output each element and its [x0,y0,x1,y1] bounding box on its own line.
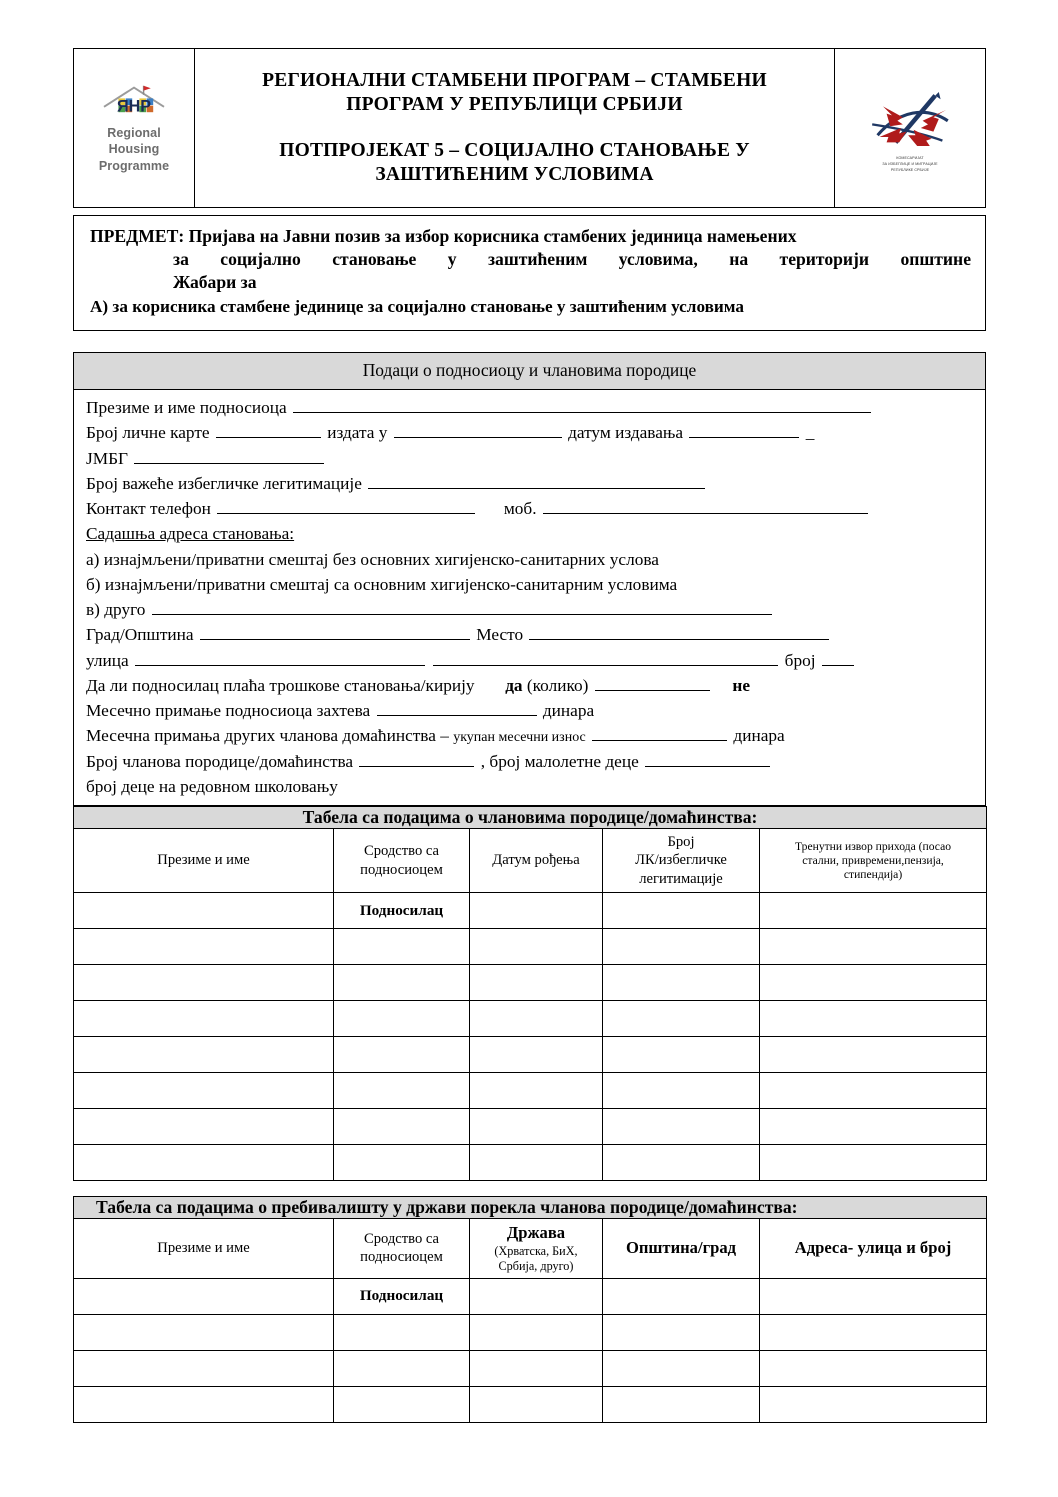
family-cell-birth-date-1[interactable] [470,893,603,929]
input-id-number[interactable] [216,422,321,438]
family-cell-surname-name-3[interactable] [74,965,334,1001]
label-monthly-income-others: Месечна примања других чланова домаћинства – [86,726,449,746]
family-cell-birth-date-2[interactable] [470,929,603,965]
origin-cell-relation-4[interactable] [334,1386,470,1422]
origin-cell-municipality-1[interactable] [603,1278,760,1314]
family-cell-birth-date-8[interactable] [470,1145,603,1181]
family-cell-relation-2[interactable] [334,929,470,965]
input-refugee-id[interactable] [368,473,705,489]
family-cell-surname-name-2[interactable] [74,929,334,965]
table-row [74,1314,987,1350]
commissariat-caption-line-1: КОМЕСАРИЈАТ [896,155,924,160]
origin-col-surname-name: Презиме и име [74,1219,334,1279]
label-housing-option-b: б) изнајмљени/приватни смештај са основним хигијенско-санитарним условима [86,574,678,594]
table-row [74,965,987,1001]
origin-residence-table [73,1196,987,1423]
origin-table-title: Табела са подацима о пребивалишту у држави порекла чланова породице/домаћинства: [74,1197,987,1219]
label-house-number: број [784,650,816,670]
family-cell-birth-date-3[interactable] [470,965,603,1001]
field-row-surname-name [86,395,975,420]
family-cell-income-7[interactable] [760,1109,987,1145]
rhp-logo-line-1: Regional [107,125,161,140]
label-housing-option-a: а) изнајмљени/приватни смештај без основних хигијенско-санитарних услова [86,549,659,569]
family-col-id-line-1: Број [667,834,695,850]
commissariat-caption-line-3: РЕПУБЛИКЕ СРБИЈЕ [890,168,930,173]
family-cell-id-5[interactable] [603,1037,760,1073]
origin-cell-municipality-2[interactable] [603,1314,760,1350]
input-place[interactable] [529,624,829,640]
field-row-pays-costs [86,673,975,698]
input-housing-option-v[interactable] [152,599,772,615]
family-cell-birth-date-5[interactable] [470,1037,603,1073]
input-surname-name[interactable] [293,397,871,413]
table-row [74,1278,987,1314]
family-cell-surname-name-1[interactable] [74,893,334,929]
table-row [74,1386,987,1422]
family-cell-income-2[interactable] [760,929,987,965]
input-minor-children-count[interactable] [645,751,770,767]
commissariat-emblem-icon [856,83,964,155]
origin-cell-relation-2[interactable] [334,1314,470,1350]
field-row-monthly-income-applicant [86,698,975,723]
family-cell-relation-3[interactable] [334,965,470,1001]
rhp-logo-line-3: Programme [98,158,170,173]
family-cell-surname-name-4[interactable] [74,1001,334,1037]
header-title-cell [195,49,835,208]
label-contact-phone: Контакт телефон [86,499,211,518]
origin-cell-relation-applicant: Подносилац [334,1278,470,1314]
input-household-members-count[interactable] [359,751,474,767]
table-row [74,1109,987,1145]
commissariat-caption-line-2: ЗА ИЗБЕГЛИЦЕ И МИГРАЦИЈЕ [882,161,938,166]
input-contact-phone[interactable] [217,498,475,514]
family-table-title-row [74,807,987,829]
family-cell-birth-date-4[interactable] [470,1001,603,1037]
family-col-relation-line-2: подносиоцем [360,861,443,878]
field-row-street-number [86,648,975,673]
family-cell-birth-date-6[interactable] [470,1073,603,1109]
table-row [74,1037,987,1073]
origin-cell-municipality-4[interactable] [603,1386,760,1422]
document-header [73,48,986,208]
input-street-cont[interactable] [433,650,778,666]
input-issued-in[interactable] [394,422,562,438]
field-row-household-counts [86,749,975,774]
subject-text-line-1: Пријава на Јавни позив за избор корисника стамбених јединица намењених [188,226,797,246]
label-current-address: Садашња адреса становања: [86,524,295,544]
family-cell-surname-name-7[interactable] [74,1109,334,1145]
origin-cell-country-2[interactable] [470,1314,603,1350]
family-cell-income-8[interactable] [760,1145,987,1181]
header-title-line-1: РЕГИОНАЛНИ СТАМБЕНИ ПРОГРАМ – СТАМБЕНИ [262,70,767,92]
field-row-housing-option-b[interactable] [86,572,975,597]
input-monthly-income-applicant[interactable] [377,700,537,716]
field-row-id-number [86,420,975,445]
dash-after-issue-date: _ [805,423,815,443]
family-col-id-line-2: ЛК/избегличке [635,852,727,869]
label-pays-costs-question: Да ли подносилац плаћа трошкове становања/кирију [86,675,475,695]
label-household-members-count: Број чланова породице/домаћинства [86,751,354,771]
field-row-city-place [86,622,975,647]
family-cell-surname-name-8[interactable] [74,1145,334,1181]
field-row-current-address-label [86,521,975,546]
family-cell-relation-4[interactable] [334,1001,470,1037]
family-col-surname-name: Презиме и име [74,829,334,893]
rhp-logo-line-2: Housing [108,142,160,156]
family-col-relation [334,829,470,893]
origin-cell-municipality-3[interactable] [603,1350,760,1386]
family-cell-surname-name-5[interactable] [74,1037,334,1073]
origin-cell-address-1[interactable] [760,1278,987,1314]
header-subtitle-line-1: ПОТПРОЈЕКАТ 5 – СОЦИЈАЛНО СТАНОВАЊЕ У [279,140,750,161]
field-row-monthly-income-others [86,723,975,748]
family-cell-id-8[interactable] [603,1145,760,1181]
origin-cell-address-2[interactable] [760,1314,987,1350]
subject-label: ПРЕДМЕТ: [90,226,185,246]
label-city-municipality: Град/Општина [86,625,194,645]
origin-cell-surname-name-1[interactable] [74,1278,334,1314]
table-row [74,1073,987,1109]
family-cell-id-7[interactable] [603,1109,760,1145]
label-children-in-school: број деце на редовном школовању [86,776,338,796]
family-cell-id-1[interactable] [603,893,760,929]
input-issue-date[interactable] [689,422,799,438]
family-col-income-line-3: стипендија) [843,867,903,881]
svg-text:ЯHP: ЯHP [116,97,152,116]
label-how-much: (колико) [526,675,589,695]
label-monthly-income-applicant: Месечно примање подносиоца захтева [86,701,371,720]
family-cell-income-3[interactable] [760,965,987,1001]
family-cell-id-2[interactable] [603,929,760,965]
origin-col-country-line-3: Србија, друго) [498,1258,574,1273]
label-id-number: Број личне карте [86,423,210,443]
label-issue-date: датум издавања [568,423,684,443]
origin-col-municipality: Општина/град [603,1219,760,1279]
label-issued-in: издата у [327,423,388,443]
origin-cell-surname-name-2[interactable] [74,1314,334,1350]
field-row-children-in-school [86,774,975,799]
origin-col-relation-line-1: Сродство са [363,1230,440,1247]
family-cell-income-6[interactable] [760,1073,987,1109]
family-table-title: Табела са подацима о члановима породице/домаћинства: [74,807,987,829]
table-row [74,1350,987,1386]
family-cell-income-1[interactable] [760,893,987,929]
label-minor-children-count: , број малолетне деце [480,751,639,771]
family-cell-surname-name-6[interactable] [74,1073,334,1109]
origin-cell-country-4[interactable] [470,1386,603,1422]
family-cell-relation-7[interactable] [334,1109,470,1145]
family-cell-id-6[interactable] [603,1073,760,1109]
family-members-table [73,806,987,1181]
family-col-income-line-1: Тренутни извор прихода (посао [795,839,952,853]
origin-cell-relation-3[interactable] [334,1350,470,1386]
subject-text-line-2: за социјално становање у заштићеним условима, на територији општине [173,248,971,269]
field-row-contact-phone [86,496,975,521]
family-col-income-source [760,829,987,893]
label-mobile: моб. [503,499,537,518]
origin-cell-address-4[interactable] [760,1386,987,1422]
origin-table-title-row [74,1197,987,1219]
label-jmbg: ЈМБГ [86,448,129,468]
field-row-refugee-id [86,471,975,496]
table-row [74,893,987,929]
subject-first-line [90,225,971,248]
table-row [74,1001,987,1037]
label-street: улица [86,650,129,670]
subject-block [73,215,986,331]
origin-cell-country-1[interactable] [470,1278,603,1314]
family-cell-id-3[interactable] [603,965,760,1001]
label-dinars-applicant: динара [542,701,595,720]
input-mobile[interactable] [543,498,868,514]
label-dinars-others: динара [733,726,785,746]
family-cell-relation-6[interactable] [334,1073,470,1109]
field-row-housing-option-v [86,597,975,622]
family-cell-income-4[interactable] [760,1001,987,1037]
subject-option-a: А) за корисника стамбене јединице за социјално становање у заштићеним условима [90,296,744,316]
label-housing-option-v: в) друго [86,600,146,619]
input-how-much[interactable] [595,675,710,691]
header-subtitle-line-2: ЗАШТИЋЕНИМ УСЛОВИМА [375,163,654,185]
applicant-section-band: Подаци о подносиоцу и члановима породице [73,352,986,390]
table-row [74,929,987,965]
subject-text-line-3: Жабари за [173,271,257,292]
origin-cell-country-3[interactable] [470,1350,603,1386]
option-no[interactable]: не [732,675,751,695]
family-col-income-line-2: стални, привремени,пензија, [802,853,944,867]
input-street[interactable] [135,650,425,666]
family-cell-id-4[interactable] [603,1001,760,1037]
rhp-house-icon [98,82,170,122]
family-col-birth-date: Датум рођења [470,829,603,893]
family-cell-relation-applicant: Подносилац [334,893,470,929]
family-col-id-line-3: легитимације [639,870,723,887]
field-row-jmbg [86,446,975,471]
origin-col-relation-line-2: подносиоцем [360,1249,443,1266]
origin-cell-address-3[interactable] [760,1350,987,1386]
label-surname-name: Презиме и име подносиоца [86,398,287,417]
input-monthly-income-others[interactable] [592,725,727,741]
family-cell-income-5[interactable] [760,1037,987,1073]
label-monthly-income-others-note: укупан месечни износ [453,730,586,746]
header-title-line-2: ПРОГРАМ У РЕПУБЛИЦИ СРБИЈИ [346,94,683,116]
origin-table-header-row [74,1219,987,1279]
origin-col-address: Адреса- улица и број [760,1219,987,1279]
origin-col-country-title: Држава [506,1223,566,1242]
header-left-logo-cell [74,49,195,208]
family-col-relation-line-1: Сродство са [363,843,440,860]
option-yes[interactable]: да [505,675,523,695]
family-cell-relation-5[interactable] [334,1037,470,1073]
field-row-housing-option-a[interactable] [86,547,975,572]
origin-col-country-line-2: (Хрватска, БиХ, [494,1243,578,1258]
regional-housing-programme-logo [82,82,186,175]
applicant-fields-box [73,390,986,806]
input-house-number[interactable] [822,650,854,666]
origin-col-relation [334,1219,470,1279]
family-table-header-row [74,829,987,893]
family-cell-birth-date-7[interactable] [470,1109,603,1145]
origin-col-country [470,1219,603,1279]
origin-cell-surname-name-3[interactable] [74,1350,334,1386]
family-cell-relation-8[interactable] [334,1145,470,1181]
family-col-id-number [603,829,760,893]
input-jmbg[interactable] [134,448,324,464]
header-right-logo-cell [835,49,986,208]
commissariat-for-refugees-logo [850,77,970,180]
origin-cell-surname-name-4[interactable] [74,1386,334,1422]
table-row [74,1145,987,1181]
label-refugee-id: Број важеће избегличке легитимације [86,473,362,493]
label-place: Место [476,625,524,645]
input-city-municipality[interactable] [200,624,470,640]
